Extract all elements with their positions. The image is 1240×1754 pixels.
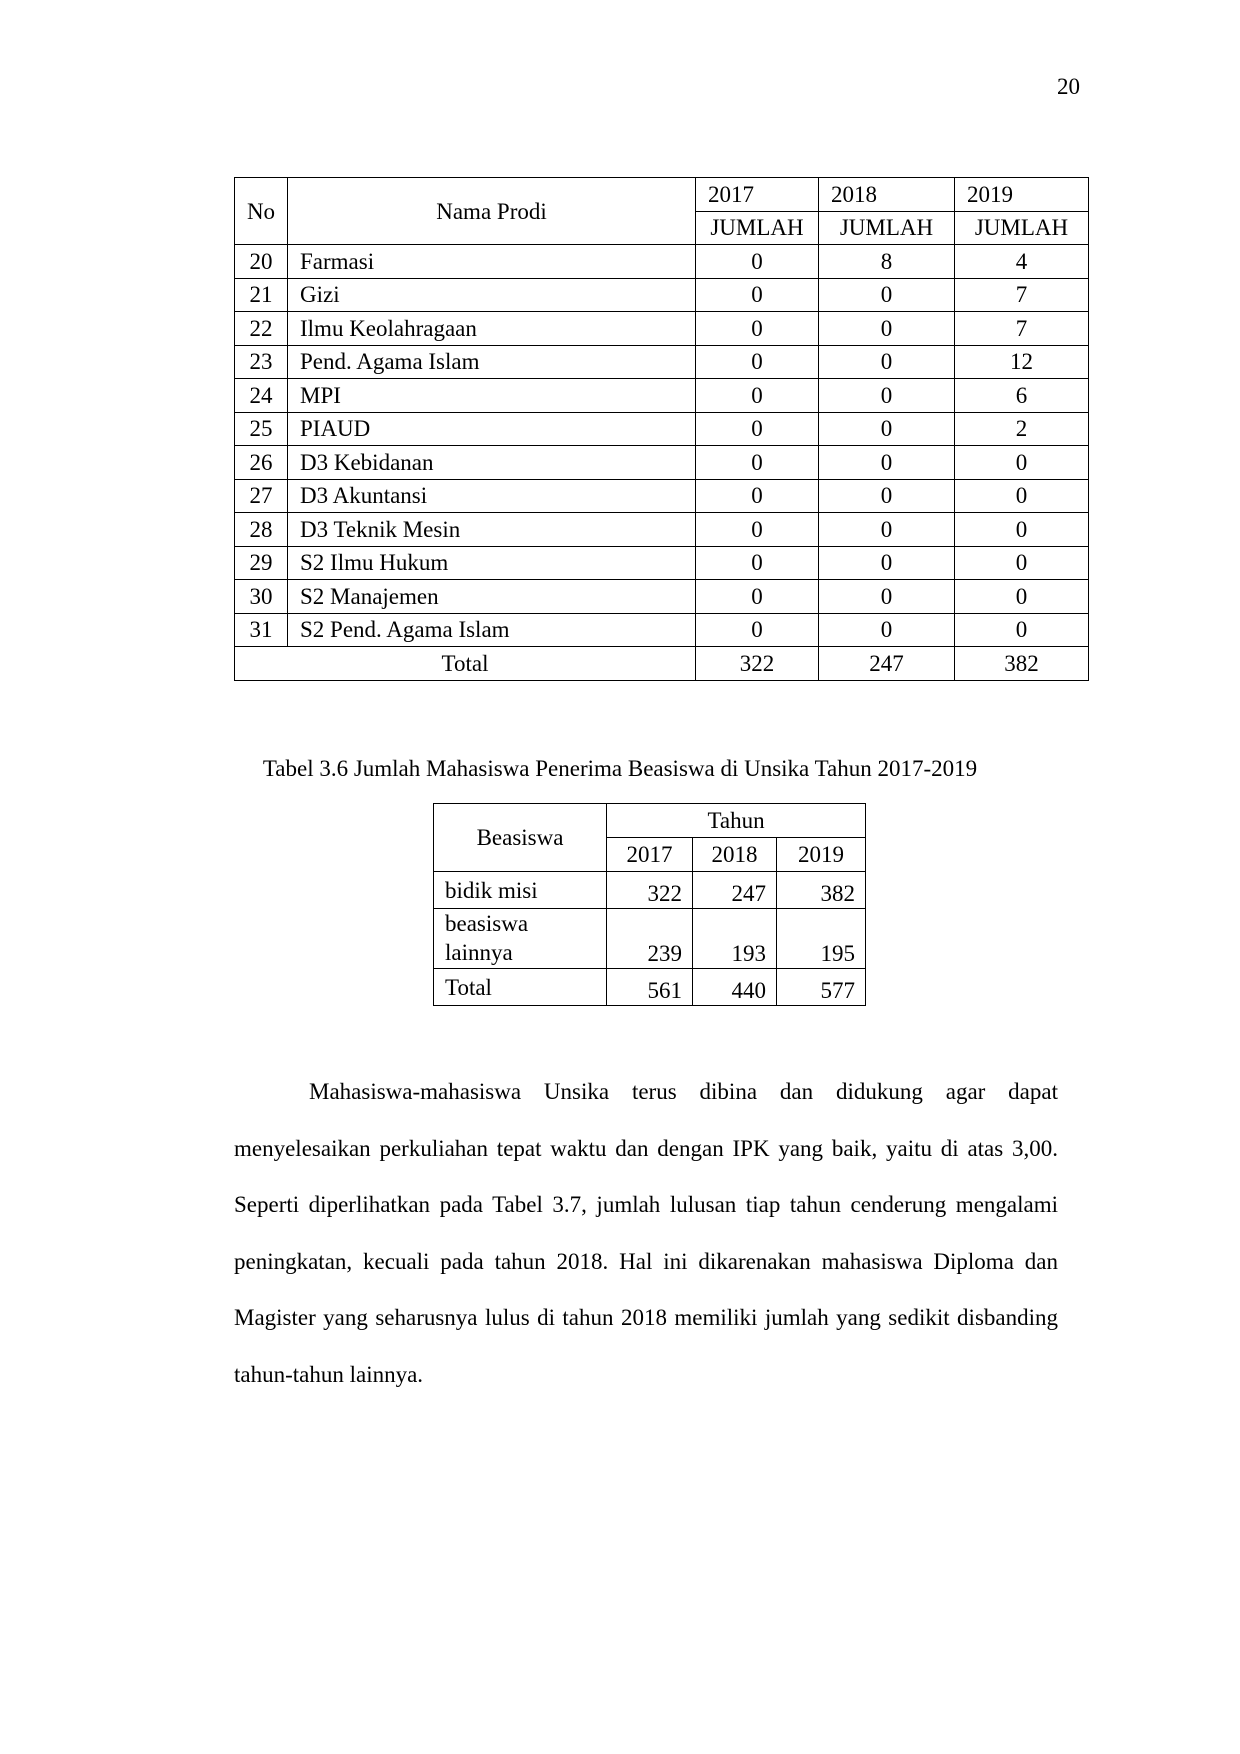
row-value-2018: 0: [819, 278, 955, 312]
total-label: Total: [235, 647, 696, 681]
header-year: 2019: [777, 838, 866, 872]
row-name: D3 Kebidanan: [288, 446, 696, 480]
total-value-2018: 247: [819, 647, 955, 681]
table-total-row: [235, 647, 1089, 681]
table-row: [235, 412, 1089, 446]
row-value-2019: 382: [777, 872, 866, 909]
beasiswa-table: [433, 803, 866, 1006]
row-no: 28: [235, 513, 288, 547]
row-name: S2 Manajemen: [288, 580, 696, 614]
table-header-row: [235, 178, 1089, 212]
row-value-2017: 0: [696, 479, 819, 513]
row-value-2018: 8: [819, 245, 955, 279]
row-no: 27: [235, 479, 288, 513]
header-jumlah: JUMLAH: [955, 211, 1089, 245]
row-value-2018: 0: [819, 379, 955, 413]
header-year: 2017: [607, 838, 693, 872]
row-value-2017: 0: [696, 245, 819, 279]
header-year: 2017: [696, 178, 819, 212]
row-value-2019: 0: [955, 446, 1089, 480]
row-value-2017: 239: [607, 909, 693, 969]
row-value-2018: 0: [819, 513, 955, 547]
row-value-2017: 322: [607, 872, 693, 909]
row-value-2017: 0: [696, 412, 819, 446]
header-jumlah: JUMLAH: [819, 211, 955, 245]
row-value-2017: 0: [696, 278, 819, 312]
row-value-2017: 0: [696, 446, 819, 480]
total-value-2018: 440: [693, 969, 777, 1006]
header-year: 2018: [693, 838, 777, 872]
row-name: D3 Teknik Mesin: [288, 513, 696, 547]
row-value-2018: 0: [819, 446, 955, 480]
header-year: 2019: [955, 178, 1089, 212]
row-no: 26: [235, 446, 288, 480]
row-value-2019: 12: [955, 345, 1089, 379]
total-value-2019: 382: [955, 647, 1089, 681]
row-no: 22: [235, 312, 288, 346]
table-row: [434, 872, 866, 909]
row-value-2019: 0: [955, 613, 1089, 647]
row-label-line: beasiswa: [445, 911, 529, 936]
table-row: [235, 580, 1089, 614]
row-value-2017: 0: [696, 345, 819, 379]
row-value-2018: 0: [819, 345, 955, 379]
row-value-2019: 0: [955, 479, 1089, 513]
row-name: S2 Ilmu Hukum: [288, 546, 696, 580]
table-row: [235, 245, 1089, 279]
table-total-row: [434, 969, 866, 1006]
header-jumlah: JUMLAH: [696, 211, 819, 245]
row-no: 21: [235, 278, 288, 312]
row-no: 23: [235, 345, 288, 379]
row-value-2018: 0: [819, 580, 955, 614]
row-value-2018: 0: [819, 412, 955, 446]
table-row: [235, 613, 1089, 647]
row-name: PIAUD: [288, 412, 696, 446]
row-value-2018: 0: [819, 479, 955, 513]
table-row: [235, 446, 1089, 480]
row-name: Ilmu Keolahragaan: [288, 312, 696, 346]
row-no: 20: [235, 245, 288, 279]
row-value-2017: 0: [696, 580, 819, 614]
row-name: D3 Akuntansi: [288, 479, 696, 513]
row-no: 25: [235, 412, 288, 446]
row-value-2019: 0: [955, 546, 1089, 580]
header-no: No: [235, 178, 288, 245]
header-beasiswa: Beasiswa: [434, 804, 607, 872]
prodi-table: [234, 177, 1089, 681]
row-name: S2 Pend. Agama Islam: [288, 613, 696, 647]
header-tahun: Tahun: [607, 804, 866, 838]
row-value-2019: 0: [955, 580, 1089, 614]
row-value-2019: 6: [955, 379, 1089, 413]
row-value-2017: 0: [696, 546, 819, 580]
table-header-row: [434, 804, 866, 838]
row-value-2018: 0: [819, 546, 955, 580]
row-name: Gizi: [288, 278, 696, 312]
row-name: MPI: [288, 379, 696, 413]
row-value-2019: 0: [955, 513, 1089, 547]
table-caption: Tabel 3.6 Jumlah Mahasiswa Penerima Beasiswa di Unsika Tahun 2017-2019: [262, 756, 978, 781]
table-row: [235, 379, 1089, 413]
page-number: 20: [1057, 74, 1080, 99]
row-value-2019: 7: [955, 312, 1089, 346]
row-no: 30: [235, 580, 288, 614]
row-value-2017: 0: [696, 613, 819, 647]
table-row: [235, 312, 1089, 346]
row-value-2019: 7: [955, 278, 1089, 312]
table-row: [235, 345, 1089, 379]
row-value-2018: 247: [693, 872, 777, 909]
row-value-2018: 0: [819, 613, 955, 647]
row-name: Farmasi: [288, 245, 696, 279]
row-value-2018: 0: [819, 312, 955, 346]
table-row: [235, 278, 1089, 312]
total-value-2019: 577: [777, 969, 866, 1006]
row-name: Pend. Agama Islam: [288, 345, 696, 379]
total-value-2017: 561: [607, 969, 693, 1006]
total-value-2017: 322: [696, 647, 819, 681]
row-label: [434, 909, 607, 969]
row-label: bidik misi: [434, 872, 607, 909]
table-row: [235, 546, 1089, 580]
total-label: Total: [434, 969, 607, 1006]
table-row: [434, 909, 866, 969]
row-value-2017: 0: [696, 379, 819, 413]
row-value-2019: 195: [777, 909, 866, 969]
row-value-2019: 4: [955, 245, 1089, 279]
row-value-2017: 0: [696, 312, 819, 346]
row-value-2018: 193: [693, 909, 777, 969]
row-no: 31: [235, 613, 288, 647]
row-no: 24: [235, 379, 288, 413]
table-row: [235, 479, 1089, 513]
row-value-2019: 2: [955, 412, 1089, 446]
table-row: [235, 513, 1089, 547]
header-nama-prodi: Nama Prodi: [288, 178, 696, 245]
row-label-line: lainnya: [445, 940, 513, 965]
row-value-2017: 0: [696, 513, 819, 547]
row-no: 29: [235, 546, 288, 580]
body-paragraph: Mahasiswa-mahasiswa Unsika terus dibina dan didukung agar dapat menyelesaikan perkuliahan tepat waktu dan dengan IPK yang baik, yaitu di atas 3,00. Seperti diperlihatkan pada Tabel 3.7, jumlah lulusan tiap tahun cenderung mengalami peningkatan, kecuali pada tahun 2018. Hal ini dikarenakan mahasiswa Diploma dan Magister yang seharusnya lulus di tahun 2018 memiliki jumlah yang sedikit disbanding tahun-tahun lainnya.: [234, 1079, 1058, 1387]
header-year: 2018: [819, 178, 955, 212]
